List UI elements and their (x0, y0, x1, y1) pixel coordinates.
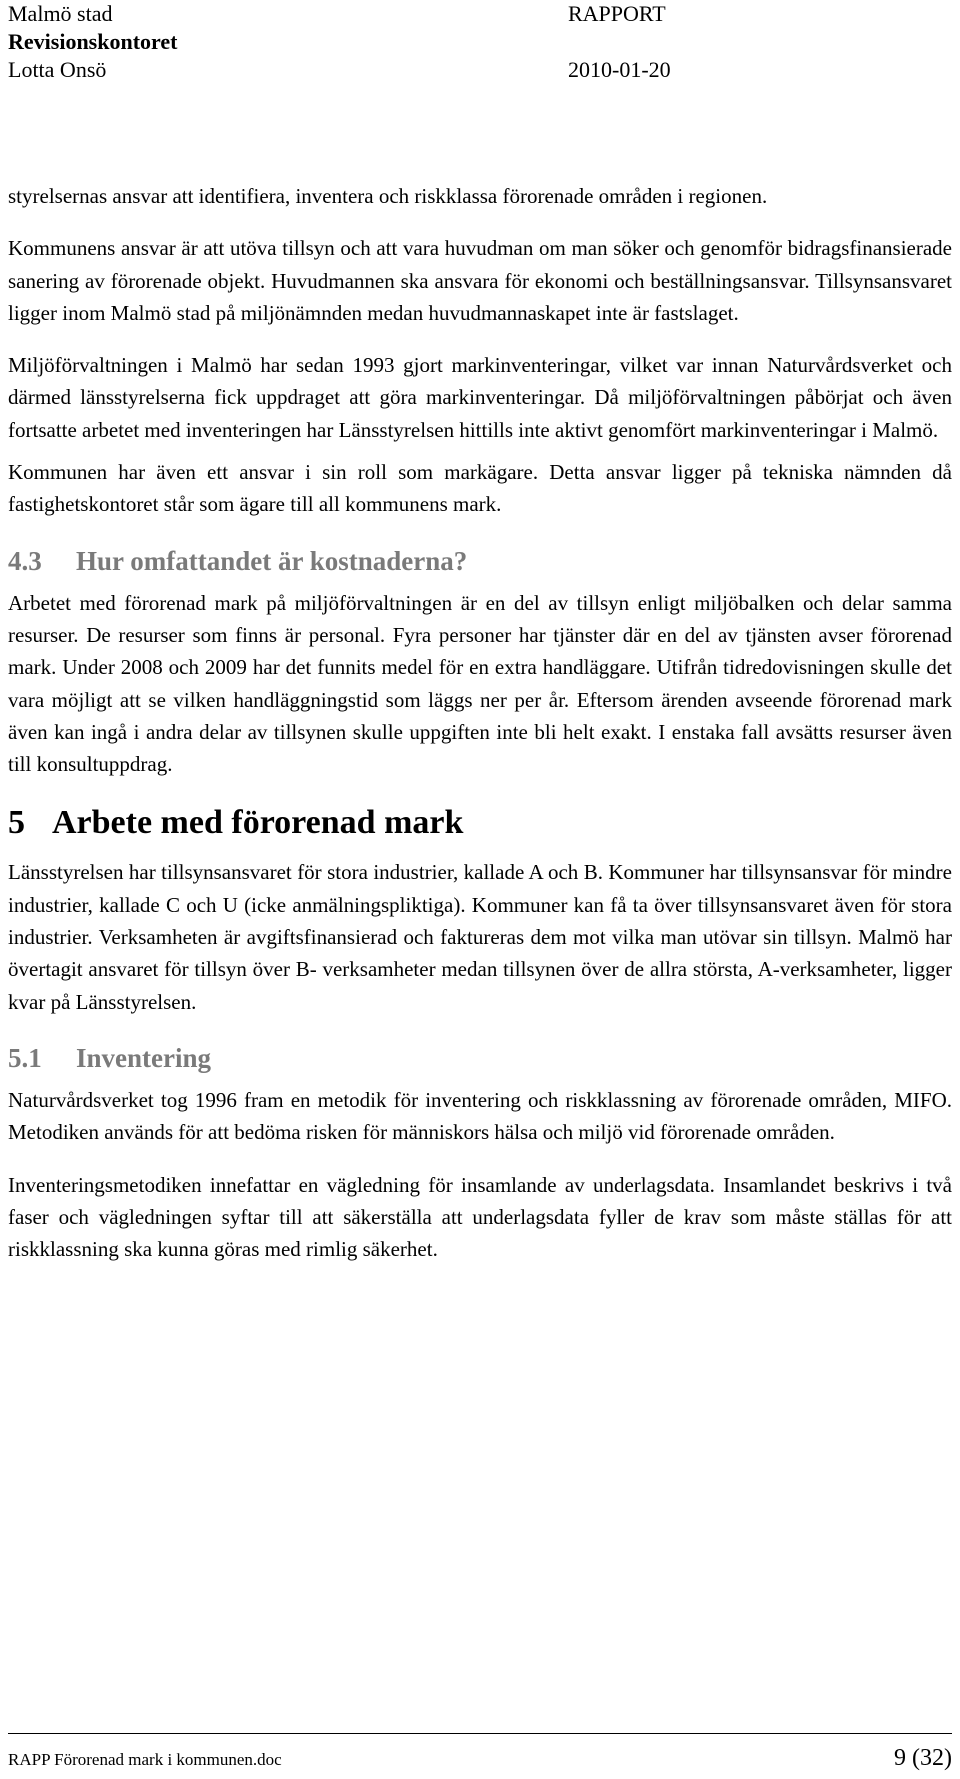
section-title: Hur omfattandet är kostnaderna? (76, 545, 468, 576)
body-paragraph: Miljöförvaltningen i Malmö har sedan 1993 gjort markinventeringar, vilket var innan Naturvårdsverket och därmed länsstyrelserna fick uppdraget att göra markinventeringar. Då miljöförvaltningen påbörjat och även fortsatte arbetet med inventeringen har Länsstyrelsen hittills inte aktivt genomfört markinventeringar i Malmö. (8, 353, 952, 442)
section-title: Arbete med förorenad mark (52, 804, 464, 842)
header-empty (568, 28, 768, 56)
header-row-3 (8, 56, 768, 84)
section-title: Inventering (76, 1042, 211, 1073)
footer-filename: RAPP Förorenad mark i kommunen.doc (8, 1750, 282, 1769)
footer-page-number: 9 (32) (894, 1745, 952, 1771)
header-author: Lotta Onsö (8, 57, 107, 82)
header-dept: Revisionskontoret (8, 29, 178, 54)
document-body (8, 180, 952, 1285)
section-heading-5 (8, 800, 952, 846)
section-heading-5-1 (8, 1038, 952, 1078)
section-number: 5.1 (8, 1042, 42, 1073)
section-number: 4.3 (8, 545, 42, 576)
body-paragraph: Naturvårdsverket tog 1996 fram en metodik för inventering och riskklassning av förorenade områden, MIFO. Metodiken används för att bedöma risken för människors hälsa och miljö vid förorenade områden. (8, 1087, 952, 1145)
page-header (8, 0, 768, 84)
body-paragraph: Kommunens ansvar är att utöva tillsyn och att vara huvudman om man söker och genomför bidragsfinansierade sanering av förorenade objekt. Huvudmannen ska ansvara för ekonomi och beställningsansvar. Tillsynsansvaret ligger inom Malmö stad på miljönämnden medan huvudmannaskapet inte är fastslaget. (8, 236, 952, 325)
body-paragraph: Länsstyrelsen har tillsynsansvaret för stora industrier, kallade A och B. Kommuner har tillsynsansvar för mindre industrier, kallade C och U (icke anmälningspliktiga). Kommuner kan få ta över tillsynsansvaret även för stora industrier. Verksamheten är avgiftsfinansierad och faktureras dem mot vilka man utövar sin tillsyn. Malmö har övertagit ansvaret för tillsyn över B- verksamheter medan tillsynen över de allra största, A-verksamheter, ligger kvar på Länsstyrelsen. (8, 860, 952, 1014)
header-doc-type: RAPPORT (568, 1, 666, 26)
body-paragraph: Kommunen har även ett ansvar i sin roll som markägare. Detta ansvar ligger på tekniska nämnden då fastighetskontoret står som ägare till all kommunens mark. (8, 460, 952, 517)
header-row-1 (8, 0, 768, 28)
body-paragraph: Inventeringsmetodiken innefattar en vägledning för insamlande av underlagsdata. Insamlandet beskrivs i två faser och vägledningen syftar till att säkerställa att underlagsdata fyller de krav som måste ställas för att riskklassning ska kunna göras med rimlig säkerhet. (8, 1172, 952, 1262)
header-org: Malmö stad (8, 1, 113, 26)
footer-divider (8, 1733, 952, 1734)
body-paragraph: Arbetet med förorenad mark på miljöförvaltningen är en del av tillsyn enligt miljöbalken och delar samma resurser. De resurser som finns är personal. Fyra personer har tjänster där en del av tjänsten avser förorenad mark. Under 2008 och 2009 har det funnits medel för en extra handläggare. Utifrån tidredovisningen skulle det vara möjligt att se vilken handläggningstid som läggs ner per år. Eftersom ärenden avseende förorenad mark även kan ingå i andra delar av tillsynen skulle uppgiften inte bli helt exakt. I enstaka fall avsätts resurser även till konsultuppdrag. (8, 590, 952, 777)
page-footer (8, 1745, 952, 1772)
body-paragraph: styrelsernas ansvar att identifiera, inventera och riskklassa förorenade områden i regionen. (8, 184, 768, 208)
section-number: 5 (8, 804, 25, 842)
header-date: 2010-01-20 (568, 57, 671, 82)
section-heading-4-3 (8, 541, 952, 581)
header-row-2 (8, 28, 768, 56)
